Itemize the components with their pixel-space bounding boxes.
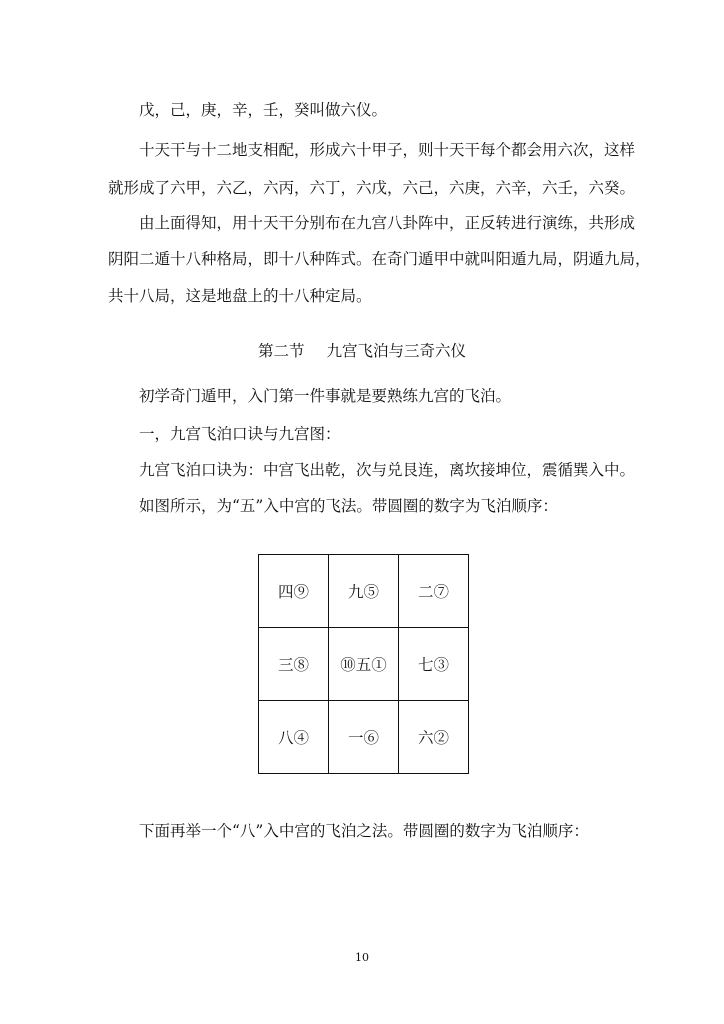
section-heading (0, 341, 724, 361)
paragraph-sixty-jiazi-line-1: 十天干与十二地支相配，形成六十甲子，则十天干每个都会用六次，这样 (139, 141, 636, 159)
paragraph-eighteen-formations-line-3: 共十八局，这是地盘上的十八种定局。 (108, 287, 372, 305)
subheading-nine-palaces: 一，九宫飞泊口诀与九宫图： (139, 425, 341, 443)
paragraph-sixty-jiazi-line-2: 就形成了六甲，六乙，六丙，六丁，六戊，六己，六庚，六辛，六壬，六癸。 (108, 179, 636, 197)
paragraph-eighteen-formations-line-2: 阴阳二遁十八种格局，即十八种阵式。在奇门遁甲中就叫阳遁九局，阴遁九局， (108, 250, 651, 268)
grid-cell: 一⑥ (329, 701, 399, 774)
figure-intro: 如图所示，为“五”入中宫的飞法。带圆圈的数字为飞泊顺序： (139, 497, 558, 515)
grid-cell: 六② (399, 701, 469, 774)
section-number: 第二节 (257, 342, 305, 360)
flight-formula: 九宫飞泊口诀为：中宫飞出乾，次与兑艮连，离坎接坤位，震循巽入中。 (139, 461, 636, 479)
grid-cell: 二⑦ (399, 555, 469, 628)
grid-row (259, 628, 469, 701)
grid-cell: 八④ (259, 701, 329, 774)
grid-cell: 七③ (399, 628, 469, 701)
next-example-intro: 下面再举一个“八”入中宫的飞泊之法。带圆圈的数字为飞泊顺序： (139, 822, 589, 840)
grid-cell: ⑩五① (329, 628, 399, 701)
nine-palace-grid (258, 554, 469, 774)
paragraph-six-yi: 戊，己，庚，辛，壬，癸叫做六仪。 (139, 101, 388, 119)
page-number: 10 (355, 951, 369, 964)
intro-paragraph: 初学奇门遁甲，入门第一件事就是要熟练九宫的飞泊。 (139, 387, 512, 405)
grid-row (259, 701, 469, 774)
grid-cell: 四⑨ (259, 555, 329, 628)
grid-cell: 三⑧ (259, 628, 329, 701)
paragraph-eighteen-formations-line-1: 由上面得知，用十天干分别布在九宫八卦阵中，正反转进行演练，共形成 (139, 214, 636, 232)
grid-row (259, 555, 469, 628)
section-title: 九宫飞泊与三奇六仪 (326, 342, 467, 360)
grid-cell: 九⑤ (329, 555, 399, 628)
